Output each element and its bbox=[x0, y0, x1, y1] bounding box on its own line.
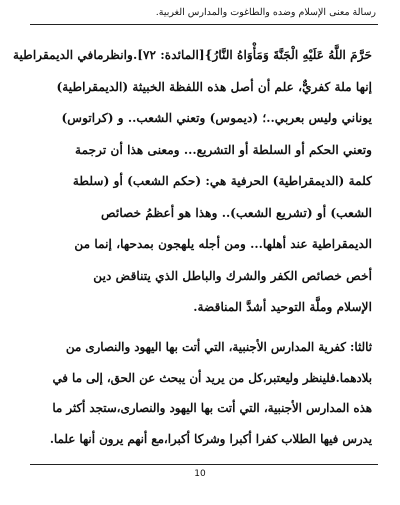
running-header: رسالة معنى الإسلام وضده والطاغوت والمدارس الغربية. bbox=[155, 7, 376, 18]
text-line: يوناني وليس بعربي..؛ (ديموس) وتعني الشعب.. و (كراتوس) bbox=[61, 111, 372, 125]
body-paragraph bbox=[12, 40, 372, 324]
text-line: إنها ملة كفريٌّ، علم أن أصل هذه اللفظة الخبيثة (الديمقراطية) bbox=[56, 79, 372, 94]
text-line: وتعني الحكم أو السلطة أو التشريع... ومعنى هذا أن ترجمة bbox=[75, 142, 372, 157]
text-line: حَرَّمَ اللَّهُ عَلَيْهِ الْجَنَّةَ وَمَأْوَاهُ النَّارُ}[المائدة: ٧٢].وانظرمافي الديمقراطية bbox=[12, 48, 372, 62]
section-paragraph bbox=[32, 332, 372, 454]
header-divider bbox=[30, 24, 378, 25]
text-line: الشعب) أو (تشريع الشعب).. وهذا هو أعظمُ خصائص bbox=[101, 205, 372, 220]
text-line: الإسلام وملَّة التوحيد أشدَّ المناقضة. bbox=[193, 300, 372, 314]
page-number: 10 bbox=[194, 469, 206, 479]
section-line: يدرس فيها الطلاب كفرا أكبرا وشركا أكبرا،مع أنهم يرون أنها علما. bbox=[49, 431, 372, 446]
text-line: الديمقراطية عند أهلها... ومن أجله يلهجون بمدحها، إنما من bbox=[74, 237, 372, 251]
section-line: بلادهما.فلينظر وليعتبر،كل من يريد أن يبحث عن الحق، إلى ما في bbox=[52, 370, 372, 385]
footer-divider bbox=[30, 464, 378, 465]
text-line: أخص خصائص الكفر والشرك والباطل الذي يتناقض دين bbox=[93, 268, 372, 283]
text-line: كلمة (الديمقراطية) الحرفية هي: (حكم الشعب) أو (سلطة bbox=[72, 174, 372, 188]
section-line: ثالثا: كفرية المدارس الأجنبية، التي أتت بها اليهود والنصارى من bbox=[65, 340, 372, 354]
section-line: هذه المدارس الأجنبية، التي أتت بها اليهود والنصارى،ستجد أكثر ما bbox=[52, 401, 372, 415]
